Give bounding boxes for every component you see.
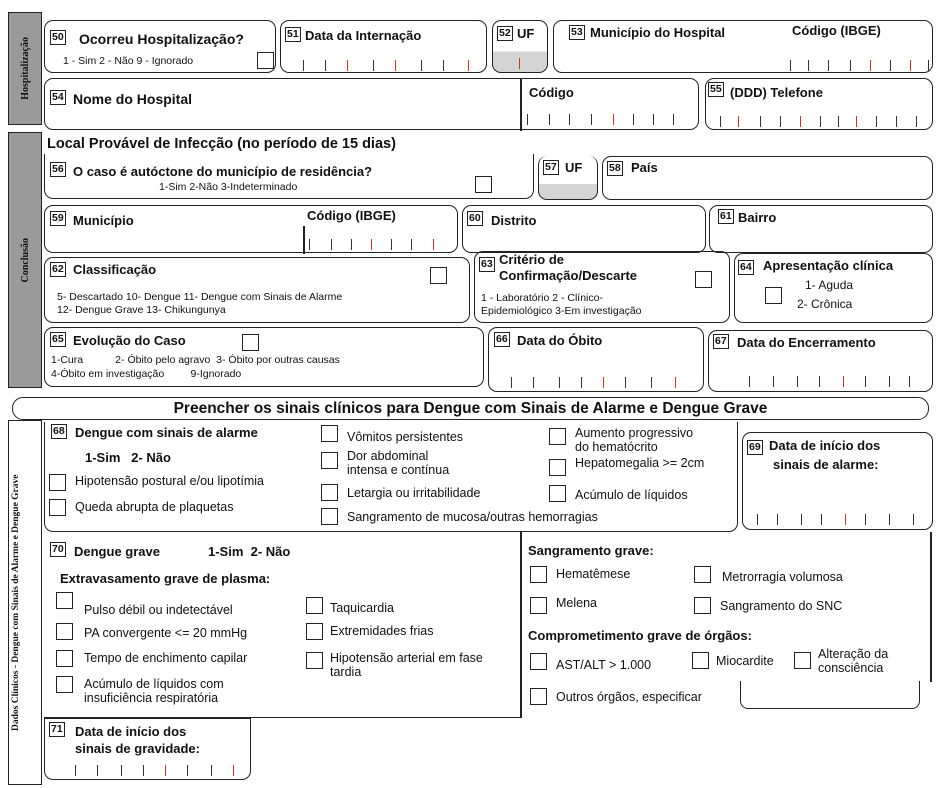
field-label: Data da Internação	[305, 28, 422, 43]
field-number: 71	[51, 723, 63, 735]
field-number: 59	[52, 212, 64, 224]
field-options: 1-Cura 2- Óbito pelo agravo 3- Óbito por outras causas	[51, 354, 340, 366]
classificacao-checkbox[interactable]	[430, 267, 447, 284]
metrorragia-label: Metrorragia volumosa	[722, 570, 843, 584]
option-cronica: 2- Crônica	[797, 297, 853, 311]
hematemese-checkbox[interactable]	[530, 566, 547, 583]
field-54-box	[44, 78, 699, 130]
field-options: 1-Sim 2-Não 3-Indeterminado	[159, 181, 298, 193]
comprometimento-title: Comprometimento grave de órgãos:	[528, 628, 752, 643]
ibge-code-input[interactable]	[790, 59, 930, 71]
field-label: sinais de gravidade:	[75, 741, 200, 756]
date-input-encerramento[interactable]	[749, 375, 929, 387]
metrorragia-checkbox[interactable]	[694, 566, 711, 583]
date-input-sinais-gravidade[interactable]	[75, 764, 245, 776]
field-options: 5- Descartado 10- Dengue 11- Dengue com Sinais de Alarme	[57, 291, 343, 303]
pulso-checkbox[interactable]	[56, 592, 73, 609]
extravasamento-title: Extravasamento grave de plasma:	[60, 571, 271, 586]
field-53-box	[553, 20, 933, 73]
field-number: 55	[710, 83, 722, 95]
extremidades-frias-label: Extremidades frias	[330, 624, 434, 638]
criterio-checkbox[interactable]	[695, 271, 712, 288]
field-label: Classificação	[73, 262, 157, 277]
field-number: 54	[52, 91, 64, 103]
section-banner	[12, 397, 929, 420]
hipotensao-checkbox[interactable]	[49, 474, 66, 491]
field-label: Critério de	[499, 252, 565, 267]
letargia-label: Letargia ou irritabilidade	[347, 486, 481, 500]
miocardite-label: Miocardite	[716, 654, 774, 668]
pulso-label: Pulso débil ou indetectável	[84, 603, 233, 617]
hepatomegalia-checkbox[interactable]	[549, 459, 566, 476]
vomitos-label: Vômitos persistentes	[347, 430, 464, 444]
field-label: Nome do Hospital	[73, 91, 193, 107]
field-number: 51	[287, 28, 299, 40]
queda-plaquetas-label: Queda abrupta de plaquetas	[75, 500, 234, 514]
autoctone-checkbox[interactable]	[475, 176, 492, 193]
field-number: 63	[481, 258, 493, 270]
outros-orgaos-checkbox[interactable]	[530, 688, 547, 705]
field-label: O caso é autóctone do município de residência?	[73, 164, 373, 179]
pa-convergente-checkbox[interactable]	[56, 623, 73, 640]
vomitos-checkbox[interactable]	[321, 425, 338, 442]
section-conclusao	[8, 132, 42, 388]
field-number: 61	[720, 210, 732, 222]
sangramento-snc-checkbox[interactable]	[694, 597, 711, 614]
field-number: 57	[545, 161, 557, 173]
field-number: 53	[571, 26, 583, 38]
field-options: 12- Dengue Grave 13- Chikungunya	[57, 304, 226, 316]
section-label: Dados Clínicos - Dengue com Sinais de Alarme e Dengue Grave	[11, 474, 21, 731]
enchimento-capilar-checkbox[interactable]	[56, 650, 73, 667]
field-number: 66	[496, 333, 508, 345]
field-label: (DDD) Telefone	[730, 85, 823, 100]
field-number: 60	[469, 212, 481, 224]
field-label: Dengue com sinais de alarme	[75, 425, 258, 440]
hipotensao-arterial-checkbox[interactable]	[306, 652, 323, 669]
code-label: Código	[529, 85, 574, 100]
field-55-box	[705, 78, 933, 130]
field-options: 4-Óbito em investigação 9-Ignorado	[51, 368, 242, 380]
field-69-box	[742, 432, 933, 530]
field-number: 56	[52, 163, 64, 175]
date-input-sinais-alarme[interactable]	[757, 513, 927, 525]
field-label: sinais de alarme:	[773, 457, 879, 472]
pa-convergente-label: PA convergente <= 20 mmHg	[84, 626, 248, 640]
evolucao-checkbox[interactable]	[242, 334, 259, 351]
acumulo-insuficiencia-checkbox[interactable]	[56, 676, 73, 693]
date-input-internacao[interactable]	[303, 59, 473, 71]
field-number: 68	[53, 425, 65, 437]
taquicardia-checkbox[interactable]	[306, 597, 323, 614]
hepatomegalia-label: Hepatomegalia >= 2cm	[575, 456, 705, 470]
field-number: 65	[52, 333, 64, 345]
local-infeccao-title: Local Provável de Infecção (no período de 15 dias)	[47, 136, 396, 152]
section-label: Hospitalização	[19, 37, 31, 100]
field-label: País	[631, 160, 658, 175]
acumulo-insuficiencia-label: Acúmulo de líquidos com	[84, 677, 224, 691]
ast-alt-checkbox[interactable]	[530, 653, 547, 670]
field-70-box	[44, 532, 520, 718]
field-options: 1-Sim 2- Não	[208, 544, 291, 559]
distrito-input[interactable]	[491, 232, 691, 248]
dor-abdominal-label: Dor abdominal	[347, 449, 429, 463]
field-59-box	[44, 205, 458, 253]
field-label: Bairro	[738, 210, 777, 225]
option-aguda: 1- Aguda	[805, 278, 854, 292]
telefone-input[interactable]	[720, 115, 930, 127]
alteracao-consciencia-label: Alteração da	[818, 647, 889, 661]
field-52-box[interactable]	[492, 20, 548, 73]
aumento-hematocrito-label: Aumento progressivo	[575, 426, 694, 440]
aumento-hematocrito-checkbox[interactable]	[549, 428, 566, 445]
miocardite-checkbox[interactable]	[692, 652, 709, 669]
field-options: Epidemiológico 3-Em investigação	[481, 305, 642, 317]
field-label: Dengue grave	[74, 544, 160, 559]
bairro-input[interactable]	[738, 230, 918, 246]
field-label: UF	[517, 26, 535, 41]
ast-alt-label: AST/ALT > 1.000	[556, 658, 652, 672]
field-61-box	[709, 205, 933, 253]
hospital-name-input[interactable]	[71, 111, 521, 127]
field-66-box	[488, 327, 704, 392]
aumento-hematocrito-label-2: do hematócrito	[575, 440, 658, 454]
acumulo-insuficiencia-label-2: insuficiência respiratória	[84, 691, 219, 705]
field-label: Data do Encerramento	[737, 335, 876, 350]
section-hospitalizacao	[8, 12, 42, 125]
outros-orgaos-input[interactable]	[740, 681, 920, 709]
sangramento-grave-title: Sangramento grave:	[528, 543, 654, 558]
hospitalizacao-checkbox[interactable]	[257, 52, 274, 69]
field-62-box	[44, 257, 470, 323]
dor-abdominal-checkbox[interactable]	[321, 452, 338, 469]
sangramento-mucosa-checkbox[interactable]	[321, 508, 338, 525]
outros-orgaos-label: Outros órgãos, especificar	[556, 690, 702, 704]
field-71-box	[44, 718, 251, 780]
dor-abdominal-label-2: intensa e contínua	[347, 463, 450, 477]
code-label: Código (IBGE)	[792, 23, 881, 38]
field-57-box[interactable]	[538, 156, 598, 200]
sangramento-mucosa-label: Sangramento de mucosa/outras hemorragias	[347, 510, 598, 524]
field-67-box	[708, 330, 933, 392]
field-options: 1 - Laboratório 2 - Clínico-	[481, 292, 603, 304]
banner-title: Preencher os sinais clínicos para Dengue com Sinais de Alarme e Dengue Grave	[173, 399, 768, 417]
field-label: UF	[565, 160, 583, 175]
field-number: 50	[52, 31, 64, 43]
field-51-box	[280, 20, 487, 73]
section-label: Conclusão	[19, 237, 31, 283]
hematemese-label: Hematêmese	[556, 567, 631, 581]
field-label: Evolução do Caso	[73, 333, 186, 348]
field-options: 1-Sim 2- Não	[85, 450, 171, 465]
municipio-code-input[interactable]	[309, 238, 449, 250]
melena-checkbox[interactable]	[530, 597, 547, 614]
field-number: 64	[740, 261, 752, 273]
field-label: Data do Óbito	[517, 333, 603, 348]
letargia-checkbox[interactable]	[321, 484, 338, 501]
code-label: Código (IBGE)	[307, 208, 396, 223]
field-63-box	[474, 251, 730, 323]
alteracao-consciencia-checkbox[interactable]	[794, 652, 811, 669]
acumulo-liquidos-checkbox[interactable]	[549, 485, 566, 502]
pais-input[interactable]	[631, 179, 921, 195]
field-number: 70	[52, 543, 64, 555]
section-dados-clinicos	[8, 420, 42, 785]
field-50-box	[44, 20, 276, 73]
field-60-box	[462, 205, 706, 253]
alteracao-consciencia-label-2: consciência	[818, 661, 884, 675]
date-input-obito[interactable]	[511, 376, 691, 388]
field-68-box	[44, 422, 738, 532]
melena-label: Melena	[556, 596, 597, 610]
hipotensao-arterial-label: Hipotensão arterial em fase	[330, 651, 483, 665]
queda-plaquetas-checkbox[interactable]	[49, 499, 66, 516]
field-number: 62	[52, 263, 64, 275]
field-number: 69	[749, 441, 761, 453]
acumulo-liquidos-label: Acúmulo de líquidos	[575, 488, 688, 502]
field-number: 67	[715, 335, 727, 347]
field-label: Ocorreu Hospitalização?	[79, 31, 244, 47]
field-label: Distrito	[491, 213, 537, 228]
field-number: 52	[499, 27, 511, 39]
field-label: Confirmação/Descarte	[499, 268, 637, 283]
field-number: 58	[609, 162, 621, 174]
field-64-box	[734, 253, 933, 323]
hipotensao-arterial-label-2: tardia	[330, 665, 362, 679]
field-label: Apresentação clínica	[763, 258, 894, 273]
field-56-box	[44, 154, 534, 199]
sangramento-snc-label: Sangramento do SNC	[720, 599, 843, 613]
hospital-code-input[interactable]	[527, 113, 677, 125]
field-58-box	[602, 156, 933, 200]
apresentacao-checkbox[interactable]	[765, 287, 782, 304]
hipotensao-label: Hipotensão postural e/ou lipotímia	[75, 474, 265, 488]
field-label: Data de início dos	[769, 438, 881, 453]
field-label: Município	[73, 213, 134, 228]
enchimento-capilar-label: Tempo de enchimento capilar	[84, 651, 248, 665]
field-label: Data de início dos	[75, 724, 187, 739]
extremidades-frias-checkbox[interactable]	[306, 623, 323, 640]
field-options: 1 - Sim 2 - Não 9 - Ignorado	[63, 55, 194, 67]
field-label: Município do Hospital	[590, 25, 726, 40]
taquicardia-label: Taquicardia	[330, 601, 394, 615]
field-65-box	[44, 327, 484, 387]
